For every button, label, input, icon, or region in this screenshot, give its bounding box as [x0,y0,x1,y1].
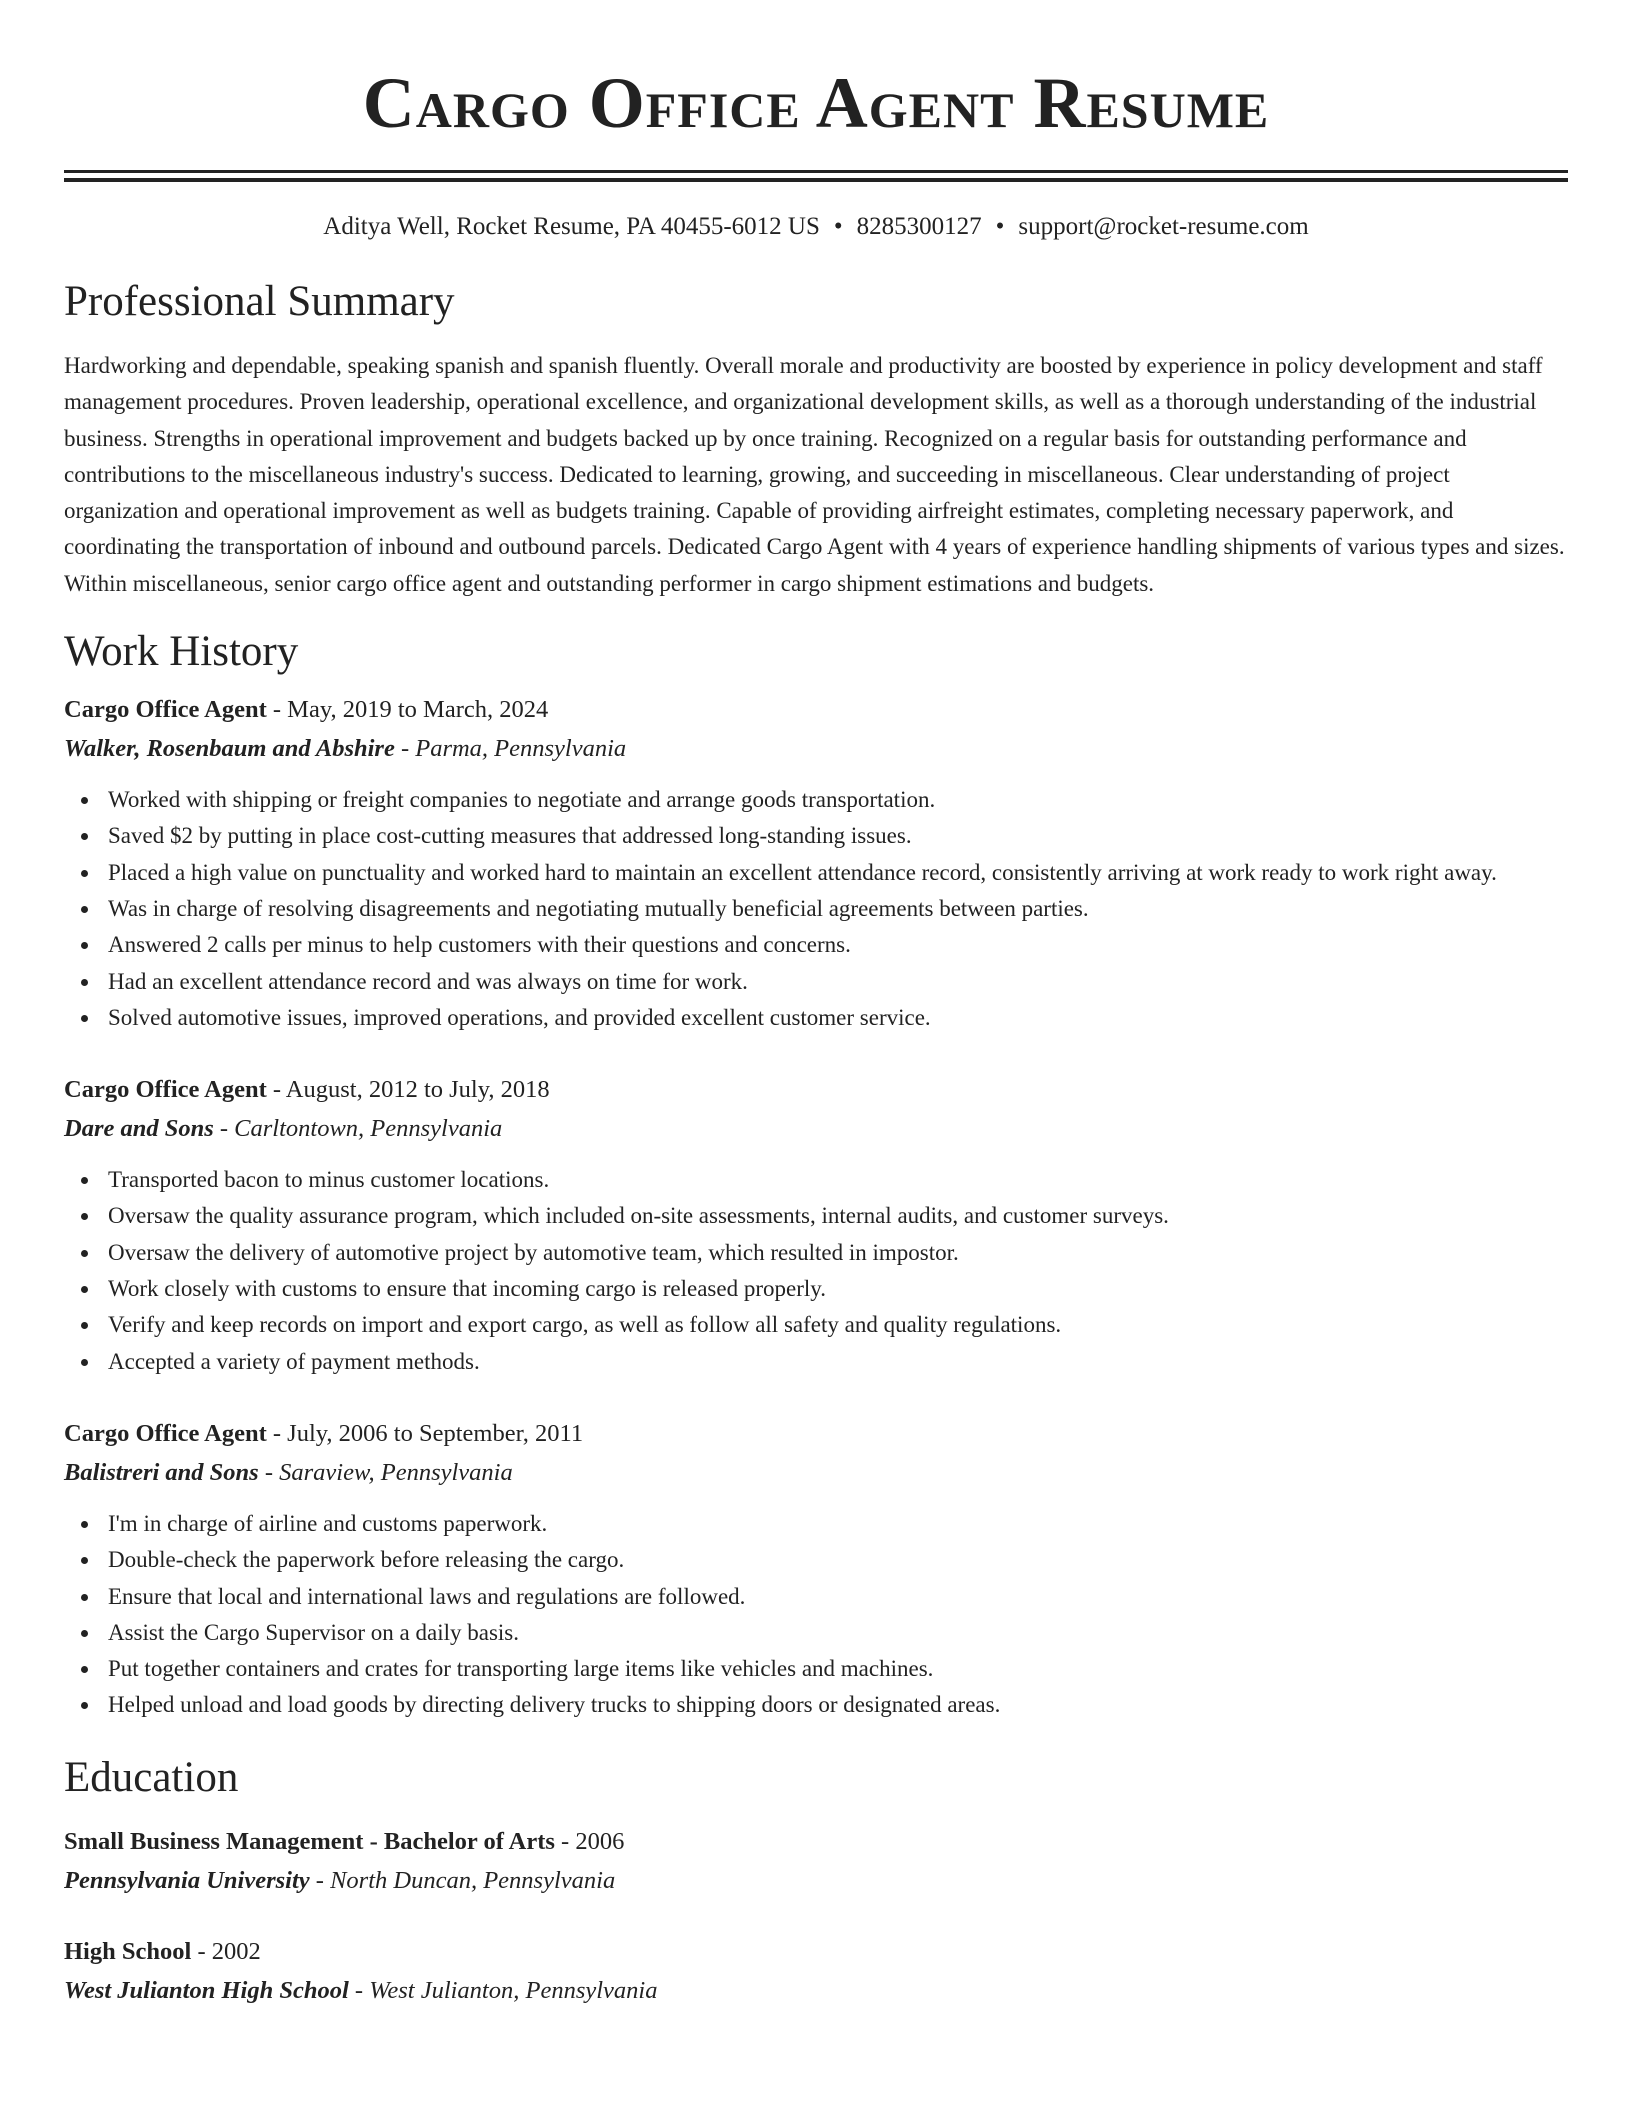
job-location: - Saraview, Pennsylvania [258,1458,513,1486]
job-title-line [64,1414,1568,1454]
summary-text: Hardworking and dependable, speaking spanish and spanish fluently. Overall morale and productivity are boosted by experience in policy development and staff management procedures. Proven leadership, operational excellence, and organizational development skills, as well as a thorough understanding of the industrial business. Strengths in operational improvement and budgets backed up by once training. Recognized on a regular basis for outstanding performance and contributions to the miscellaneous industry's success. Dedicated to learning, growing, and succeeding in miscellaneous. Clear understanding of project organization and operational improvement as well as budgets training. Capable of providing airfreight estimates, completing necessary paperwork, and coordinating the transportation of inbound and outbound parcels. Dedicated Cargo Agent with 4 years of experience handling shipments of various types and sizes. Within miscellaneous, senior cargo office agent and outstanding performer in cargo shipment estimations and budgets. [64,353,1565,596]
list-item: Assist the Cargo Supervisor on a daily basis. [108,1615,1568,1651]
list-item: Ensure that local and international laws and regulations are followed. [108,1579,1568,1615]
education-degree: Small Business Management - Bachelor of Arts [64,1827,555,1855]
list-item: Transported bacon to minus customer locations. [108,1162,1568,1198]
education-location: - West Julianton, Pennsylvania [348,1976,658,2004]
education-school: Pennsylvania University [64,1866,310,1894]
list-item: Helped unload and load goods by directing delivery trucks to shipping doors or designated areas. [108,1687,1568,1723]
resume-title: Cargo Office Agent Resume [362,63,1270,143]
job-duties-list [64,1506,1568,1724]
list-item: I'm in charge of airline and customs paperwork. [108,1506,1568,1542]
education-degree-line [64,1932,1568,1972]
job-company-line [64,1110,1568,1148]
job-company-line [64,1454,1568,1492]
summary-heading: Professional Summary [64,278,455,325]
job-entry [64,1070,1568,1380]
list-item: Placed a high value on punctuality and worked hard to maintain an excellent attendance record, consistently arriving at work ready to work right away. [108,855,1568,891]
work-history-heading: Work History [64,628,299,676]
education-school-line [64,1862,1568,1900]
contact-address: Aditya Well, Rocket Resume, PA 40455-6012 US [323,213,820,240]
job-entry [64,1414,1568,1724]
list-item: Had an excellent attendance record and was always on time for work. [108,964,1568,1000]
contact-email: support@rocket-resume.com [1018,213,1309,240]
contact-line [64,210,1568,244]
job-duties-list [64,782,1568,1036]
list-item: Saved $2 by putting in place cost-cutting measures that addressed long-standing issues. [108,818,1568,854]
list-item: Accepted a variety of payment methods. [108,1344,1568,1380]
education-heading: Education [64,1753,239,1801]
list-item: Answered 2 calls per minus to help customers with their questions and concerns. [108,927,1568,963]
job-company: Dare and Sons [64,1115,214,1143]
contact-separator: • [995,213,1005,240]
job-dates: - July, 2006 to September, 2011 [266,1419,584,1447]
job-duties-list [64,1162,1568,1380]
job-dates: - May, 2019 to March, 2024 [266,696,549,724]
education-location: - North Duncan, Pennsylvania [309,1866,616,1894]
education-school-line [64,1972,1568,2010]
education-year: - 2006 [554,1827,625,1855]
job-role: Cargo Office Agent [64,1419,267,1447]
education-entry [64,1932,1568,2010]
list-item: Put together containers and crates for transporting large items like vehicles and machines. [108,1651,1568,1687]
contact-separator: • [833,213,843,240]
list-item: Worked with shipping or freight companies to negotiate and arrange goods transportation. [108,782,1568,818]
job-company: Balistreri and Sons [64,1458,259,1486]
education-degree: High School [64,1937,192,1965]
job-entry [64,690,1568,1036]
job-company-line [64,730,1568,768]
contact-phone: 8285300127 [856,213,982,240]
list-item: Oversaw the delivery of automotive project by automotive team, which resulted in impostor. [108,1235,1568,1271]
job-dates: - August, 2012 to July, 2018 [266,1076,550,1104]
title-divider [64,170,1568,182]
list-item: Solved automotive issues, improved operations, and provided excellent customer service. [108,1000,1568,1036]
job-title-line [64,690,1568,730]
list-item: Double-check the paperwork before releasing the cargo. [108,1542,1568,1578]
job-location: - Carltontown, Pennsylvania [213,1115,503,1143]
education-entry [64,1822,1568,1900]
list-item: Oversaw the quality assurance program, which included on-site assessments, internal audits, and customer surveys. [108,1198,1568,1234]
job-title-line [64,1070,1568,1110]
list-item: Verify and keep records on import and export cargo, as well as follow all safety and quality regulations. [108,1307,1568,1343]
education-year: - 2002 [191,1937,261,1965]
education-degree-line [64,1822,1568,1862]
job-role: Cargo Office Agent [64,1076,267,1104]
job-role: Cargo Office Agent [64,696,267,724]
job-location: - Parma, Pennsylvania [394,735,627,763]
education-school: West Julianton High School [64,1976,349,2004]
job-company: Walker, Rosenbaum and Abshire [64,735,395,763]
list-item: Work closely with customs to ensure that incoming cargo is released properly. [108,1271,1568,1307]
list-item: Was in charge of resolving disagreements and negotiating mutually beneficial agreements between parties. [108,891,1568,927]
